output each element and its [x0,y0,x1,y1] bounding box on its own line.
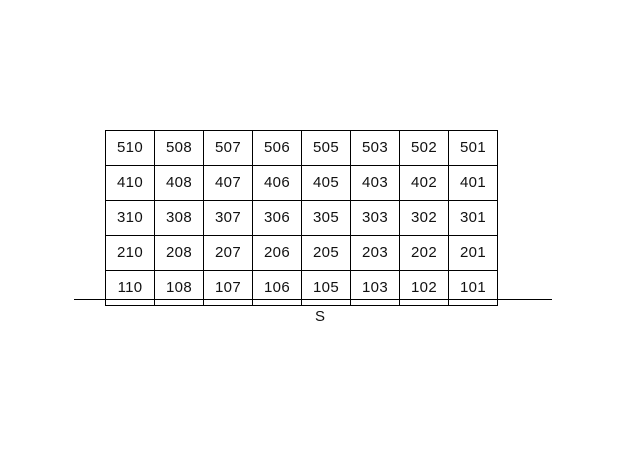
room-cell: 107 [204,271,253,306]
direction-label-south: S [314,308,325,325]
table-row [106,166,498,201]
table-row [106,201,498,236]
room-cell: 308 [155,201,204,236]
room-cell: 105 [302,271,351,306]
room-cell: 402 [400,166,449,201]
room-cell: 202 [400,236,449,271]
table-row [106,271,498,306]
room-cell: 302 [400,201,449,236]
table-row [106,236,498,271]
room-cell: 205 [302,236,351,271]
room-cell: 406 [253,166,302,201]
room-cell: 301 [449,201,498,236]
room-cell: 508 [155,131,204,166]
room-cell: 403 [351,166,400,201]
room-cell: 307 [204,201,253,236]
room-cell: 306 [253,201,302,236]
room-cell: 102 [400,271,449,306]
room-cell: 206 [253,236,302,271]
room-cell: 203 [351,236,400,271]
room-cell: 502 [400,131,449,166]
room-cell: 207 [204,236,253,271]
room-cell: 303 [351,201,400,236]
room-cell: 103 [351,271,400,306]
room-cell: 407 [204,166,253,201]
room-cell: 408 [155,166,204,201]
room-cell: 305 [302,201,351,236]
room-cell: 410 [106,166,155,201]
room-cell: 501 [449,131,498,166]
room-cell: 505 [302,131,351,166]
room-cell: 208 [155,236,204,271]
room-cell: 401 [449,166,498,201]
room-cell: 110 [106,271,155,306]
room-cell: 503 [351,131,400,166]
room-cell: 405 [302,166,351,201]
room-cell: 310 [106,201,155,236]
room-cell: 510 [106,131,155,166]
room-cell: 101 [449,271,498,306]
room-cell: 210 [106,236,155,271]
room-grid [105,130,498,306]
ground-line [74,299,552,300]
room-cell: 201 [449,236,498,271]
room-cell: 507 [204,131,253,166]
table-row [106,131,498,166]
room-cell: 506 [253,131,302,166]
room-cell: 108 [155,271,204,306]
room-cell: 106 [253,271,302,306]
